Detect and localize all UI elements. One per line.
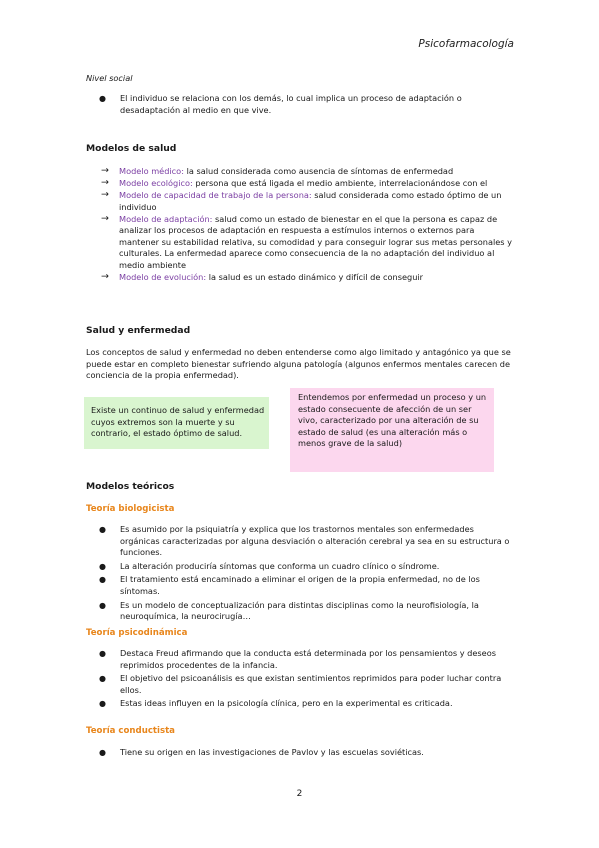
section-heading-salud-enfermedad: Salud y enfermedad — [86, 325, 191, 336]
subheading-conductista: Teoría conductista — [86, 726, 175, 736]
list-item-text: Estas ideas influyen en la psicología clínica, pero en la experimental es criticada. — [120, 698, 453, 709]
list-item — [86, 190, 514, 213]
list-item — [86, 747, 512, 759]
subheading-biologicista: Teoría biologicista — [86, 504, 175, 514]
list-item — [86, 93, 496, 116]
bullet-icon: ● — [99, 649, 106, 658]
bullet-icon: ● — [99, 561, 106, 571]
list-item — [86, 524, 516, 559]
bullet-icon: ● — [99, 600, 106, 610]
model-term: Modelo ecológico: — [119, 178, 193, 188]
bullet-icon: ● — [99, 674, 106, 684]
psicodinamica-list — [86, 648, 512, 712]
list-item — [86, 178, 514, 190]
arrow-right-icon: → — [101, 177, 109, 188]
model-description: persona que está ligada el medio ambiente, interrelacionándose con el — [195, 178, 488, 188]
section-heading-modelos-salud: Modelos de salud — [86, 143, 177, 154]
bullet-icon: ● — [99, 575, 106, 585]
model-term: Modelo médico: — [119, 166, 184, 176]
arrow-right-icon: → — [101, 165, 109, 176]
conductista-list — [86, 747, 512, 761]
list-item — [86, 214, 514, 272]
green-callout-box — [84, 397, 269, 449]
arrow-right-icon: → — [101, 212, 109, 224]
salud-enfermedad-paragraph: Los conceptos de salud y enfermedad no deben entenderse como algo limitado y antagónico ya que se puede estar en completo bienestar sufriendo alguna patología (algunos enfermos mentales carecen de conciencia de la propia enfermedad). — [86, 347, 511, 380]
nivel-social-label: Nivel social — [86, 73, 133, 83]
list-item — [86, 272, 514, 284]
arrow-right-icon: → — [101, 189, 109, 200]
bullet-icon: ● — [99, 748, 106, 757]
biologicista-list — [86, 524, 516, 625]
list-item-text: El tratamiento está encaminado a eliminar el origen de la propia enfermedad, no de los síntomas. — [120, 574, 480, 596]
bullet-icon: ● — [99, 699, 106, 709]
nivel-social-bullet-block — [86, 93, 496, 118]
page-header-title: Psicofarmacología — [418, 38, 514, 50]
model-term: Modelo de adaptación: — [119, 213, 213, 224]
list-item — [86, 698, 512, 710]
list-item — [86, 561, 516, 573]
model-description: salud considerada como estado óptimo de un individuo — [119, 190, 502, 212]
list-item-text: El objetivo del psicoanálisis es que existan sentimientos reprimidos para poder luchar contra ellos. — [120, 673, 502, 695]
pink-callout-box — [290, 388, 494, 472]
model-term: Modelo de capacidad de trabajo de la persona: — [119, 190, 312, 200]
model-description: la salud es un estado dinámico y difícil de conseguir — [208, 271, 424, 282]
bullet-icon: ● — [99, 94, 106, 103]
subheading-psicodinamica: Teoría psicodinámica — [86, 628, 188, 638]
model-description: la salud considerada como ausencia de síntomas de enfermedad — [186, 166, 454, 176]
list-item-text: Es un modelo de conceptualización para distintas disciplinas como la neurofisiología, la neuroquímica, la neurocirugía… — [120, 599, 479, 622]
list-item — [86, 673, 512, 696]
pink-callout-text: Entendemos por enfermedad un proceso y un estado consecuente de afección de un ser vivo, caracterizado por una alteración de su estado de salud (es una alteración más o menos grave de la salud) — [298, 392, 487, 448]
list-item — [86, 600, 516, 623]
model-term: Modelo de evolución: — [119, 271, 207, 282]
section-heading-modelos-teoricos: Modelos teóricos — [86, 481, 175, 492]
arrow-right-icon: → — [101, 270, 109, 282]
list-item — [86, 574, 516, 597]
list-item — [86, 166, 514, 178]
list-item-text: La alteración produciría síntomas que conforma un cuadro clínico o síndrome. — [120, 560, 440, 571]
modelos-salud-list — [86, 166, 514, 284]
model-description: salud como un estado de bienestar en el que la persona es capaz de analizar los procesos de adaptación en respuesta a estímulos internos o externos para mantener su estabilidad relativa, su comodidad y para conseguir lograr sus metas personales y culturales. La enfermedad aparece como consecuencia de la no adaptación del individuo al medio ambiente — [119, 213, 513, 270]
list-item-text: El individuo se relaciona con los demás, lo cual implica un proceso de adaptación o desadaptación al medio en que vive. — [120, 93, 462, 115]
list-item-text: Tiene su origen en las investigaciones de Pavlov y las escuelas soviéticas. — [120, 747, 424, 757]
green-callout-text: Existe un continuo de salud y enfermedad cuyos extremos son la muerte y su contrario, el estado óptimo de salud. — [91, 405, 265, 438]
list-item-text: Destaca Freud afirmando que la conducta está determinada por los pensamientos y deseos reprimidos procedentes de la infancia. — [120, 648, 496, 670]
bullet-icon: ● — [99, 525, 106, 534]
page-number: 2 — [296, 789, 303, 799]
list-item-text: Es asumido por la psiquiatría y explica que los trastornos mentales son enfermedades orgánicas caracterizadas por alguna desviación o alteración cerebral ya sea en su estructura o funciones. — [120, 524, 510, 557]
list-item — [86, 648, 512, 671]
